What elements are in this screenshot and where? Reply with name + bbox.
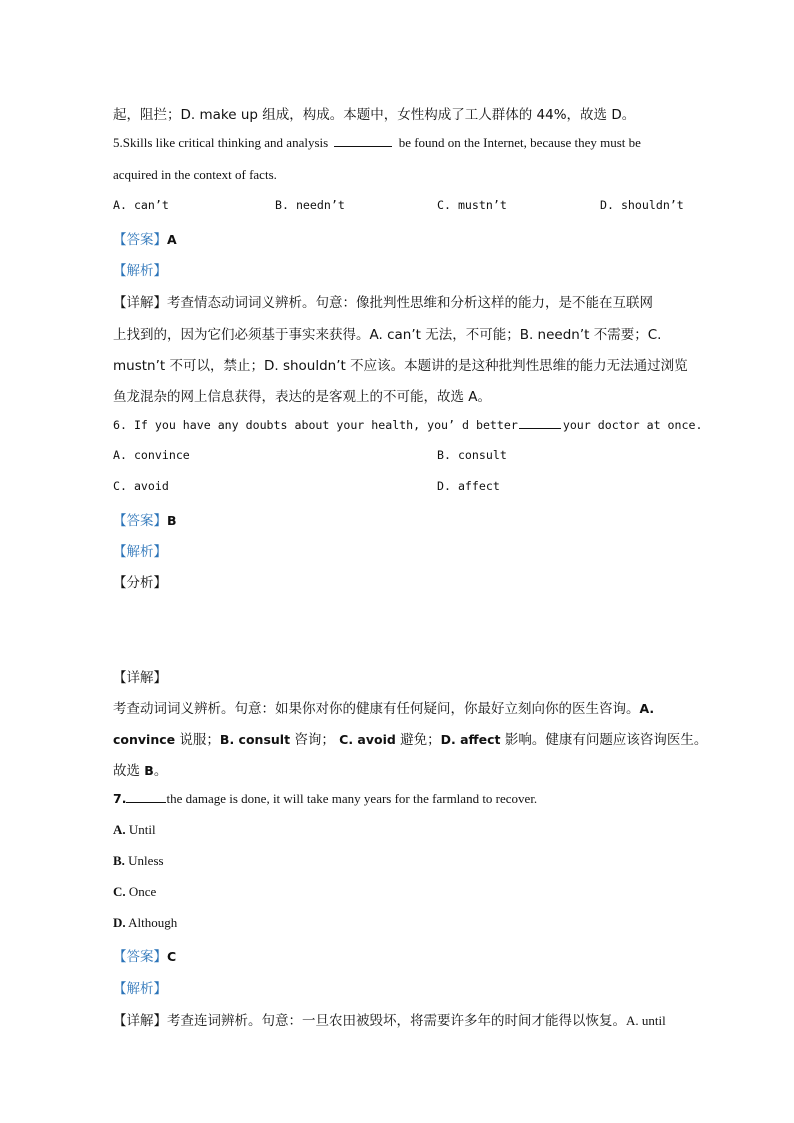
q5-option-d: D. shouldn’t [600,198,684,212]
q5-option-b: B. needn’t [275,198,345,212]
q7-answer-blank [126,791,166,803]
q6-word-convince: convince [113,732,176,747]
q5-answer-tag: 【答案】 [113,232,167,248]
q5-option-c: C. mustn’t [437,198,507,212]
q5-detail-tag: 【详解】 [113,295,167,311]
q6-mean-consult: 咨询； [290,732,340,748]
q7-analysis-tag: 【解析】 [113,981,167,997]
q7-option-b-letter: B. [113,853,125,868]
q6-word-consult: B. consult [219,732,291,747]
q5-detail-line4: 鱼龙混杂的网上信息获得，表达的是客观上的不可能，故选 A。 [113,389,492,405]
q6-answer [113,509,177,530]
q7-answer [113,945,176,966]
q7-detail-line [113,1009,666,1029]
q6-detail-line3 [113,759,167,779]
q7-option-b-text: Unless [124,853,164,868]
q7-answer-tag: 【答案】 [113,949,167,965]
q6-mean-convince: 说服； [175,732,220,748]
q6-detail-tag: 【详解】 [113,670,167,686]
q5-answer-blank [334,135,392,147]
q5-stem-part1: 5.Skills like critical thinking and analysis [113,135,329,150]
q6-answer-tag: 【答案】 [113,513,167,529]
q6-mean-avoid: 避免； [395,732,441,748]
q6-option-a: A. convince [113,448,190,462]
q7-option-a-text: Until [125,822,156,837]
q7-stem [113,791,537,807]
q7-option-a-letter: A. [113,822,126,837]
q6-answer-blank [519,417,561,429]
q5-detail-line2: 上找到的，因为它们必须基于事实来获得。A. can’t 无法，不可能；B. needn’t 不需要；C. [113,327,662,343]
q7-option-c-text: Once [125,884,157,899]
q7-detail-tag: 【详解】 [113,1013,167,1029]
q6-fenxi-tag: 【分析】 [113,575,167,591]
q7-option-a [113,822,156,838]
q5-answer-value: A [167,232,177,247]
q5-detail-line3: mustn’t 不可以，禁止；D. shouldn’t 不应该。本题讲的是这种批判性思维的能力无法通过浏览 [113,358,688,374]
q5-stem-line2: acquired in the context of facts. [113,167,277,182]
q6-detail-text3a: 故选 [113,763,145,779]
q7-option-d [113,915,177,931]
q6-option-d: D. affect [437,479,500,493]
q6-stem-part1: 6. If you have any doubts about your health, you’ d better [113,418,518,432]
q5-detail-line1 [113,291,653,311]
q5-option-a: A. can’t [113,198,169,212]
q7-answer-value: C [167,949,177,964]
q6-answer-value: B [167,513,177,528]
q5-analysis-tag: 【解析】 [113,263,167,279]
q6-word-avoid: C. avoid [339,732,396,747]
q5-answer [113,228,177,249]
q6-option-b: B. consult [437,448,507,462]
q7-number: 7. [113,791,127,806]
q6-word-affect: D. affect [440,732,501,747]
q6-detail-line2 [113,728,707,748]
q5-detail-text1: 考查情态动词词义辨析。句意：像批判性思维和分析这样的能力，是不能在互联网 [167,295,653,311]
q7-detail-tail: A. until [626,1013,666,1028]
q6-option-c: C. avoid [113,479,169,493]
q7-detail-text: 考查连词辨析。句意：一旦农田被毁坏，将需要许多年的时间才能得以恢复。 [167,1013,626,1029]
q6-mean-affect: 影响。健康有问题应该咨询医生。 [500,732,708,748]
q6-detail-text1: 考查动词词义辨析。句意：如果你对你的健康有任何疑问，你最好立刻向你的医生咨询。 [113,701,640,717]
q7-option-d-text: Although [125,915,178,930]
q7-option-c [113,884,156,900]
q6-detail-text3b: B [144,763,154,778]
q6-detail-text1-b: A. [639,701,655,716]
q7-option-d-letter: D. [113,915,126,930]
q5-stem-line1 [113,135,641,151]
q7-option-c-letter: C. [113,884,126,899]
q7-stem-text: the damage is done, it will take many years for the farmland to recover. [166,791,538,806]
q6-stem-part2: your doctor at once. [562,418,703,432]
q6-detail-line1 [113,697,654,717]
q6-detail-text3c: 。 [153,763,168,779]
q6-stem [113,417,702,432]
q6-analysis-tag: 【解析】 [113,544,167,560]
q5-stem-part2: be found on the Internet, because they must be [398,135,641,150]
q4-explanation-tail: 起，阻拦；D. make up 组成，构成。本题中，女性构成了工人群体的 44%，故选 D。 [113,107,636,123]
q7-option-b [113,853,164,869]
